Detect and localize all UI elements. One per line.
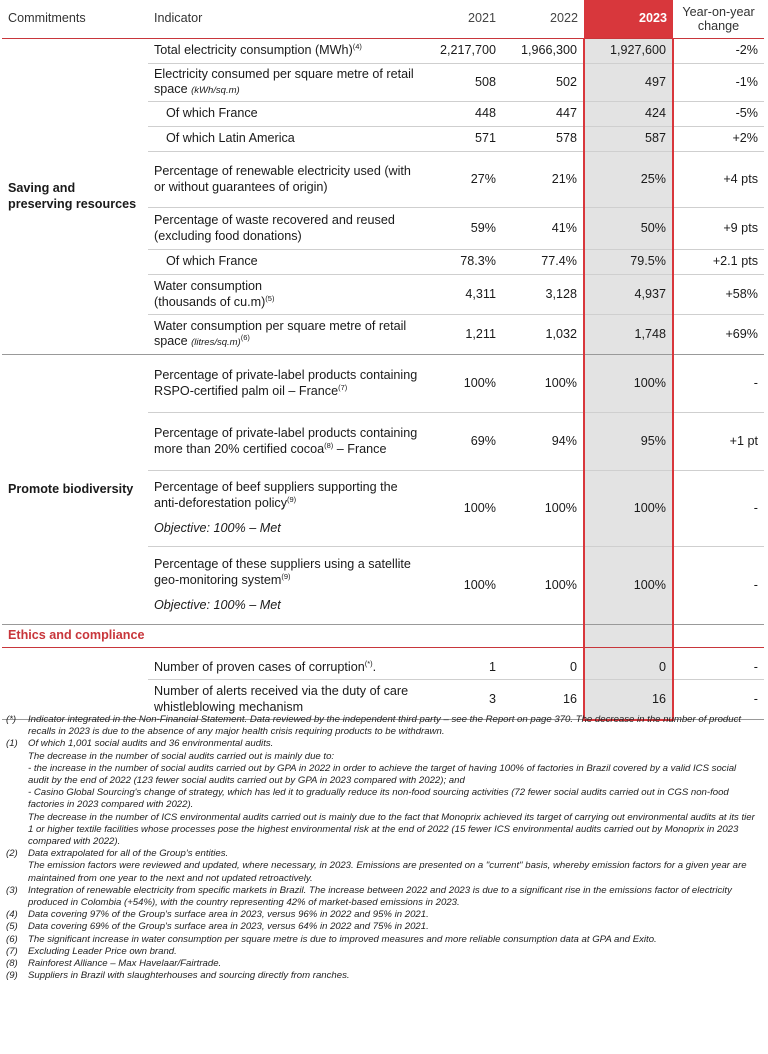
footnote <box>6 934 758 946</box>
footnote-text: Of which 1,001 social audits and 36 environmental audits. <box>28 738 274 750</box>
objective-text: Objective: 100% – Met <box>154 598 281 613</box>
footnote <box>6 848 758 885</box>
footnote-mark: (9) <box>6 970 18 982</box>
value-2021: 3 <box>426 680 502 720</box>
value-yoy: - <box>673 471 764 547</box>
row-indicator: Water consumption per square metre of retail space (litres/sq.m)$^{(6)}$ <box>148 315 426 355</box>
value-2023: 4,937 <box>584 275 673 315</box>
value-2021: 27% <box>426 152 502 208</box>
value-yoy: -1% <box>673 64 764 102</box>
value-yoy: -2% <box>673 39 764 64</box>
value-2022: 578 <box>502 127 584 152</box>
value-yoy: -5% <box>673 102 764 127</box>
value-2023: 1,748 <box>584 315 673 355</box>
value-yoy: - <box>673 547 764 625</box>
footnote <box>6 921 758 933</box>
value-2022: 0 <box>502 656 584 680</box>
value-2021: 2,217,700 <box>426 39 502 64</box>
footnote-text: The decrease in the number of social audits carried out is mainly due to: <box>28 750 335 762</box>
row-indicator: Percentage of waste recovered and reused (excluding food donations) <box>148 208 426 250</box>
value-2023: 0 <box>584 656 673 680</box>
row-indicator: Of which France <box>148 250 426 275</box>
value-2023: 100% <box>584 355 673 413</box>
footnote <box>6 970 758 982</box>
table-row <box>2 39 764 64</box>
value-2023: 25% <box>584 152 673 208</box>
value-2022: 100% <box>502 547 584 625</box>
value-yoy: +9 pts <box>673 208 764 250</box>
value-2021: 4,311 <box>426 275 502 315</box>
row-indicator: Total electricity consumption (MWh)$^{(4)}$ <box>148 39 426 64</box>
value-yoy: +2% <box>673 127 764 152</box>
footnote-mark: (7) <box>6 945 18 957</box>
footnote-mark: (5) <box>6 921 18 933</box>
row-indicator: Percentage of private-label products containing more than 20% certified cocoa$^{(8)}$ – France <box>148 413 426 471</box>
table-row <box>2 355 764 413</box>
header-commitments: Commitments <box>2 0 148 39</box>
value-2022: 94% <box>502 413 584 471</box>
footnote <box>6 738 758 848</box>
value-2022: 100% <box>502 355 584 413</box>
value-2023: 95% <box>584 413 673 471</box>
value-2021: 100% <box>426 355 502 413</box>
footnote-mark: (8) <box>6 958 18 970</box>
value-2023: 16 <box>584 680 673 720</box>
header-yoy: Year-on-year change <box>673 0 764 39</box>
value-2021: 1,211 <box>426 315 502 355</box>
footnote-mark: (1) <box>6 738 18 750</box>
value-yoy: +1 pt <box>673 413 764 471</box>
row-indicator: Number of proven cases of corruption(*). <box>148 656 426 680</box>
value-yoy: - <box>673 656 764 680</box>
footnote-mark: (3) <box>6 884 18 896</box>
footnote <box>6 946 758 958</box>
value-2022: 16 <box>502 680 584 720</box>
section-biodiversity: Promote biodiversity <box>2 355 148 625</box>
value-2021: 571 <box>426 127 502 152</box>
footnote-text: Indicator integrated in the Non-Financial Statement. Data reviewed by the independent third party – see the Report on page 370. The decrease in the number of product recalls in 2023 is due to the absence of any major health crisis requiring products to be withdrawn. <box>28 714 742 738</box>
footnote-mark: (6) <box>6 933 18 945</box>
footnote-text: Suppliers in Brazil with slaughterhouses and sourcing directly from ranches. <box>28 970 350 982</box>
footnote-text: The significant increase in water consumption per square metre is due to improved measures and more reliable consumption data at GPA and Exito. <box>28 933 657 945</box>
value-yoy: +4 pts <box>673 152 764 208</box>
footnote-mark: (2) <box>6 848 18 860</box>
row-indicator: Percentage of these suppliers using a satellite geo-monitoring system$^{(9)}$ Objective: 100% – Met <box>148 547 426 625</box>
table-header <box>2 0 764 39</box>
value-2022: 41% <box>502 208 584 250</box>
value-2023: 1,927,600 <box>584 39 673 64</box>
value-yoy: +58% <box>673 275 764 315</box>
header-indicator: Indicator <box>148 0 426 39</box>
value-2023: 497 <box>584 64 673 102</box>
value-2022: 1,032 <box>502 315 584 355</box>
value-2021: 1 <box>426 656 502 680</box>
value-2021: 69% <box>426 413 502 471</box>
value-2021: 100% <box>426 547 502 625</box>
value-2021: 78.3% <box>426 250 502 275</box>
header-2022: 2022 <box>502 0 584 39</box>
row-indicator: Electricity consumed per square metre of retail space (kWh/sq.m) <box>148 64 426 102</box>
value-2023: 100% <box>584 471 673 547</box>
value-2021: 100% <box>426 471 502 547</box>
value-2023: 587 <box>584 127 673 152</box>
value-2023: 100% <box>584 547 673 625</box>
header-2023: 2023 <box>584 0 673 39</box>
value-2023: 79.5% <box>584 250 673 275</box>
header-2021: 2021 <box>426 0 502 39</box>
footnote-text: The decrease in the number of ICS environmental audits carried out is mainly due to the fact that Monoprix achieved its target of carrying out environmental audits at its tier 1 or higher textile facilities whose processes pose the highest environmental risk at the end of 2022 (15 fewer ICS environmental audits carried out by Monoprix in 2023 compared with 2022). <box>28 811 755 848</box>
row-indicator: Percentage of beef suppliers supporting the anti-deforestation policy$^{(9)}$ Objective: 100% – Met <box>148 471 426 547</box>
footnote-text: - the increase in the number of social audits carried out by GPA in 2022 in order to achieve the target of having 100% of factories in Brazil covered by a valid ICS social audit by the end of 2022 (123 fewer social audits carried out by GPA in 2023 compared with 2022); and <box>28 762 737 787</box>
value-2022: 3,128 <box>502 275 584 315</box>
row-indicator: Percentage of renewable electricity used (with or without guarantees of origin) <box>148 152 426 208</box>
value-2022: 21% <box>502 152 584 208</box>
footnote <box>6 909 758 921</box>
footnote-text: Excluding Leader Price own brand. <box>28 945 177 957</box>
value-2021: 59% <box>426 208 502 250</box>
value-yoy: +69% <box>673 315 764 355</box>
footnote-text: Rainforest Alliance – Max Havelaar/Fairtrade. <box>28 958 222 970</box>
value-yoy: +2.1 pts <box>673 250 764 275</box>
row-indicator: Percentage of private-label products containing RSPO-certified palm oil – France$^{(7)}$ <box>148 355 426 413</box>
value-2022: 502 <box>502 64 584 102</box>
table-row <box>2 656 764 680</box>
section-ethics: Ethics and compliance <box>2 625 426 648</box>
row-indicator: Of which France <box>148 102 426 127</box>
row-indicator: Of which Latin America <box>148 127 426 152</box>
footnote <box>6 958 758 970</box>
value-2021: 508 <box>426 64 502 102</box>
kpi-table <box>2 0 764 721</box>
value-2022: 447 <box>502 102 584 127</box>
footnote <box>6 885 758 909</box>
footnote-text: Data covering 69% of the Group's surface area in 2023, versus 64% in 2022 and 75% in 2021. <box>28 921 429 933</box>
footnote <box>6 714 758 738</box>
footnote-text: - Casino Global Sourcing's change of strategy, which has led it to gradually reduce its non-food sourcing activities (72 fewer social audits carried out in CGS non-food factories in 2023 compared with 2022). <box>28 787 729 811</box>
row-indicator: Number of alerts received via the duty of care whistleblowing mechanism <box>148 680 426 720</box>
footnote-text: Data extrapolated for all of the Group's entities. <box>28 848 229 860</box>
value-2023: 424 <box>584 102 673 127</box>
value-2023: 50% <box>584 208 673 250</box>
footnote-mark: (4) <box>6 909 18 921</box>
footnote-mark: (*) <box>6 714 17 725</box>
footnote-text: The emission factors were reviewed and updated, where necessary, in 2023. Emissions are presented on a "current" basis, whereby emission factors for a given year are maintained from one year to the next and not updated retroactively. <box>28 860 747 884</box>
section-saving: Saving and preserving resources <box>2 39 148 355</box>
value-2021: 448 <box>426 102 502 127</box>
row-indicator: Water consumption (thousands of cu.m)$^{(5)}$ <box>148 275 426 315</box>
value-yoy: - <box>673 680 764 720</box>
footnotes <box>6 714 758 982</box>
ethics-section-header <box>2 625 764 648</box>
value-2022: 1,966,300 <box>502 39 584 64</box>
footnote-text: Data covering 97% of the Group's surface area in 2023, versus 96% in 2022 and 95% in 2021. <box>28 909 429 921</box>
value-yoy: - <box>673 355 764 413</box>
value-2022: 77.4% <box>502 250 584 275</box>
objective-text: Objective: 100% – Met <box>154 521 281 536</box>
footnote-text: Integration of renewable electricity from specific markets in Brazil. The increase between 2022 and 2023 is due to a significant rise in the emissions factor of electricity produced in Colombia (+54%), with the country representing 42% of market-based emissions in 2023. <box>28 884 732 909</box>
value-2022: 100% <box>502 471 584 547</box>
